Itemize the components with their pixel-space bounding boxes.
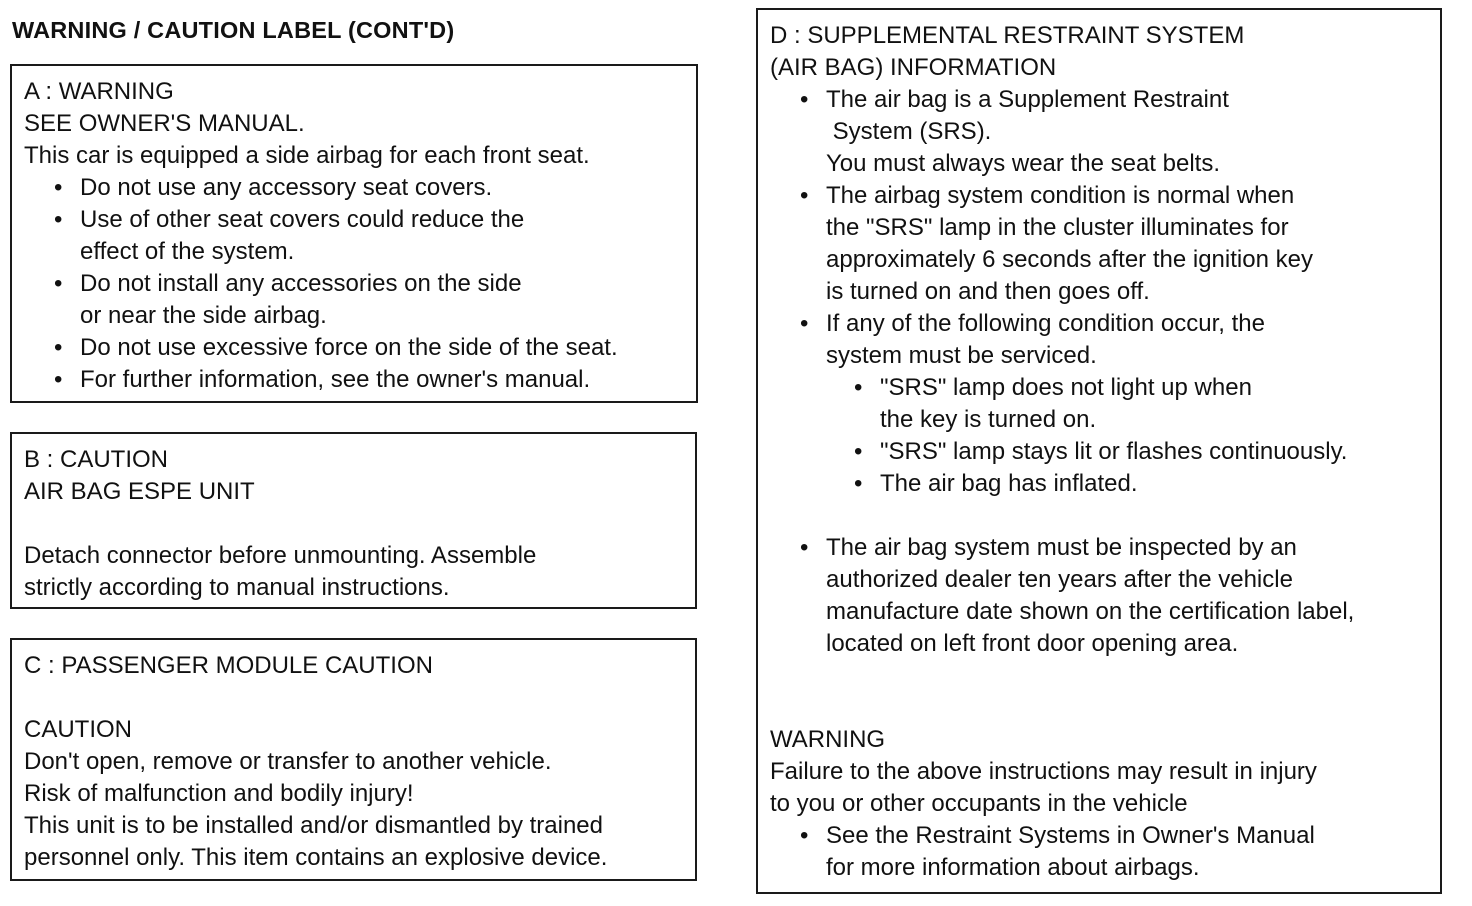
box-c-text: Risk of malfunction and bodily injury! xyxy=(24,780,414,807)
box-d-title: D : SUPPLEMENTAL RESTRAINT SYSTEM xyxy=(770,22,1245,49)
box-d-inspection-list xyxy=(770,532,1440,660)
box-a-intro: This car is equipped a side airbag for each front seat. xyxy=(24,142,590,169)
list-item: • The air bag system must be inspected by an authorized dealer ten years after the vehicle manufacture date shown on the certification label, located on left front door opening area. xyxy=(800,534,1355,657)
box-d-sub-bullet-list xyxy=(770,372,1440,500)
list-item: • See the Restraint Systems in Owner's Manual for more information about airbags. xyxy=(800,822,1315,881)
box-a-bullet-list xyxy=(24,172,696,396)
box-b-subtitle: AIR BAG ESPE UNIT xyxy=(24,478,255,505)
list-item: • "SRS" lamp stays lit or flashes continuously. xyxy=(854,438,1348,465)
box-a-subtitle: SEE OWNER'S MANUAL. xyxy=(24,110,305,137)
list-item: • Do not use excessive force on the side of the seat. xyxy=(54,334,618,361)
box-d-warning-list xyxy=(770,820,1440,884)
box-d-warning-heading: WARNING xyxy=(770,726,886,753)
box-b-text: strictly according to manual instructions. xyxy=(24,574,450,601)
list-item: • Do not install any accessories on the side or near the side airbag. xyxy=(54,270,522,329)
page-title: WARNING / CAUTION LABEL (CONT'D) xyxy=(12,17,455,43)
box-d-title: (AIR BAG) INFORMATION xyxy=(770,54,1057,81)
caution-label-b xyxy=(10,432,697,609)
srs-information-label-d xyxy=(756,8,1442,894)
list-item: • The airbag system condition is normal when the "SRS" lamp in the cluster illuminates for approximately 6 seconds after the ignition key is turned on and then goes off. xyxy=(800,182,1313,305)
list-item: • The air bag is a Supplement Restraint System (SRS). You must always wear the seat belts. xyxy=(800,86,1229,177)
box-b-text: Detach connector before unmounting. Assemble xyxy=(24,542,537,569)
list-item: • Do not use any accessory seat covers. xyxy=(54,174,493,201)
warning-label-a xyxy=(10,64,698,403)
box-c-title: C : PASSENGER MODULE CAUTION xyxy=(24,652,433,679)
box-c-text: This unit is to be installed and/or dismantled by trained xyxy=(24,812,603,839)
box-c-caution-heading: CAUTION xyxy=(24,716,132,743)
list-item: • The air bag has inflated. xyxy=(854,470,1138,497)
list-item: • "SRS" lamp does not light up when the key is turned on. xyxy=(854,374,1252,433)
box-c-text: Don't open, remove or transfer to another vehicle. xyxy=(24,748,552,775)
caution-label-c xyxy=(10,638,697,881)
list-item: • If any of the following condition occur, the system must be serviced. xyxy=(800,310,1265,369)
box-c-text: personnel only. This item contains an explosive device. xyxy=(24,844,608,871)
box-b-title: B : CAUTION xyxy=(24,446,169,473)
list-item: • Use of other seat covers could reduce the effect of the system. xyxy=(54,206,525,265)
box-d-warning-text: Failure to the above instructions may result in injury xyxy=(770,758,1317,785)
box-a-title: A : WARNING xyxy=(24,78,174,105)
list-item: • For further information, see the owner's manual. xyxy=(54,366,591,393)
box-d-warning-text: to you or other occupants in the vehicle xyxy=(770,790,1188,817)
box-d-bullet-list xyxy=(770,84,1440,372)
